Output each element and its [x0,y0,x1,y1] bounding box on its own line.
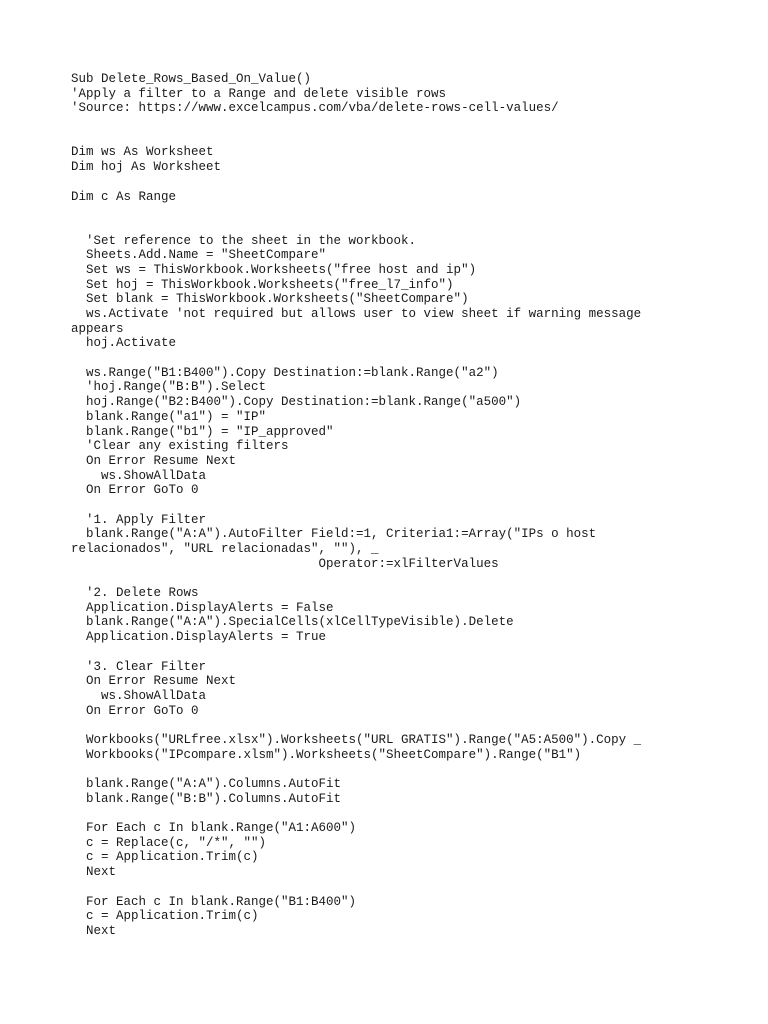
code-line: blank.Range("A:A").Columns.AutoFit [71,777,342,791]
code-line: Next [71,865,117,880]
code-line: Workbooks("IPcompare.xlsm").Worksheets("SheetCompare").Range("B1") [71,747,582,762]
code-line: blank.Range("A:A").AutoFilter Field:=1, Criteria1:=Array("IPs o host [71,527,597,542]
code-line: Set hoj = ThisWorkbook.Worksheets("free_l7_info") [71,277,454,292]
code-line: 'Apply a filter to a Range and delete visible rows [71,86,447,101]
code-line: For Each c In blank.Range("A1:A600") [71,821,357,836]
blank-line [71,645,711,660]
code-line: 'hoj.Range("B:B").Select [71,380,267,395]
blank-line [71,219,711,234]
code-line: Workbooks("URLfree.xlsx").Worksheets("URL GRATIS").Range("A5:A500").Copy _ [71,732,642,747]
blank-line [71,880,711,895]
code-line: On Error GoTo 0 [71,703,199,718]
blank-line [71,116,711,131]
code-line: appears [71,321,124,336]
code-line: blank.Range("b1") = "IP_approved" [71,424,334,439]
code-line: Dim c As Range [71,189,177,204]
code-line: Sheets.Add.Name = "SheetCompare" [71,248,327,263]
code-line: 'Set reference to the sheet in the workbook. [71,233,417,248]
code-line: '1. Apply Filter [71,512,207,527]
code-line: blank.Range("A:A").SpecialCells(xlCellTypeVisible).Delete [71,615,514,630]
code-line: c = Replace(c, "/*", "") [71,835,267,850]
blank-line [71,718,711,733]
blank-line [71,175,711,190]
code-line: On Error Resume Next [71,674,237,689]
blank-line [71,762,711,777]
code-line: relacionados", "URL relacionadas", ""), _ [71,542,379,556]
code-line: c = Application.Trim(c) [71,909,259,924]
code-line: Operator:=xlFilterValues [71,556,499,571]
code-line: blank.Range("B:B").Columns.AutoFit [71,791,342,806]
code-line: 'Clear any existing filters [71,439,289,454]
blank-line [71,131,711,146]
code-line: hoj.Range("B2:B400").Copy Destination:=blank.Range("a500") [71,395,522,410]
code-line: '2. Delete Rows [71,586,199,601]
code-line: For Each c In blank.Range("B1:B400") [71,894,357,909]
code-line: blank.Range("a1") = "IP" [71,409,267,424]
code-line: ws.Range("B1:B400").Copy Destination:=blank.Range("a2") [71,365,499,380]
code-line: Application.DisplayAlerts = False [71,600,334,615]
blank-line [71,571,711,586]
code-line: On Error GoTo 0 [71,483,199,498]
code-line: On Error Resume Next [71,453,237,468]
code-line: ws.ShowAllData [71,688,207,703]
code-line: Dim ws As Worksheet [71,145,214,160]
code-line: c = Application.Trim(c) [71,850,259,865]
code-line: ws.Activate 'not required but allows user to view sheet if warning message [71,307,642,321]
code-line: Set ws = ThisWorkbook.Worksheets("free host and ip") [71,262,477,277]
code-line: 'Source: https://www.excelcampus.com/vba/delete-rows-cell-values/ [71,101,559,116]
code-line: ws.ShowAllData [71,468,207,483]
code-line: Next [71,923,117,938]
code-line: '3. Clear Filter [71,659,207,674]
blank-line [71,806,711,821]
blank-line [71,498,711,513]
code-page [71,72,711,939]
blank-line [71,351,711,366]
code-line: hoj.Activate [71,336,177,351]
code-line: Application.DisplayAlerts = True [71,630,327,645]
blank-line [71,204,711,219]
code-line: Sub Delete_Rows_Based_On_Value() [71,72,312,86]
code-line: Dim hoj As Worksheet [71,160,222,175]
code-line: Set blank = ThisWorkbook.Worksheets("SheetCompare") [71,292,469,307]
